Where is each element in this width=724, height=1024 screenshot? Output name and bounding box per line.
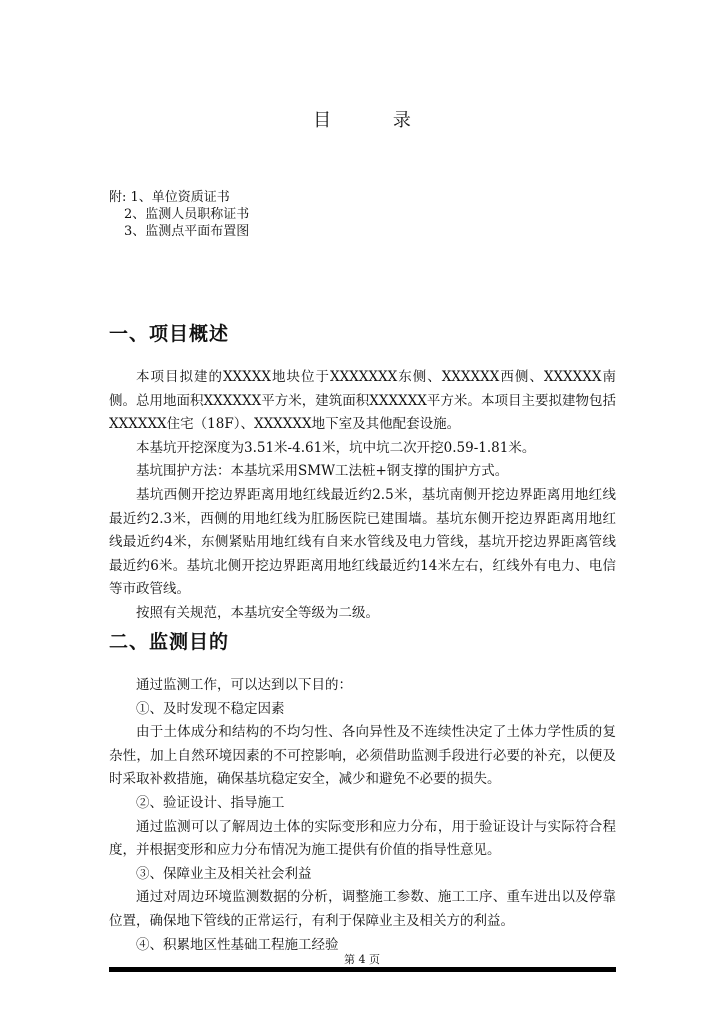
paragraph: 基坑西侧开挖边界距离用地红线最近约2.5米，基坑南侧开挖边界距离用地红线最近约2.3米，西侧的用地红线为肛肠医院已建围墙。基坑东侧开挖边界距离用地红线最近约4米，东侧紧贴用地红线有自来水管线及电力管线，基坑开挖边界距离管线最近约6米。基坑北侧开挖边界距离用地红线最近约14米左右，红线外有电力、电信等市政管线。 — [109, 486, 616, 598]
paragraph: 按照有关规范，本基坑安全等级为二级。 — [136, 604, 379, 621]
footer-rule — [109, 967, 616, 972]
paragraph: 由于土体成分和结构的不均匀性、各向异性及不连续性决定了土体力学性质的复杂性，加上自然环境因素的不可控影响，必须借助监测手段进行必要的补充，以便及时采取补救措施，确保基坑稳定安全，减少和避免不必要的损失。 — [109, 724, 616, 788]
paragraph: ②、验证设计、指导施工 — [136, 794, 285, 811]
paragraph: 本基坑开挖深度为3.51米-4.61米，坑中坑二次开挖0.59-1.81米。 — [136, 439, 536, 456]
page-number: 第 4 页 — [344, 953, 380, 966]
paragraph: ④、积累地区性基础工程施工经验 — [136, 936, 339, 953]
section-heading-overview: 一、项目概述 — [109, 323, 230, 345]
paragraph: 通过监测工作，可以达到以下目的： — [136, 677, 352, 693]
appendix-list — [109, 189, 249, 240]
section-overview-body — [109, 366, 616, 626]
appendix-item: 3、监测点平面布置图 — [124, 224, 250, 239]
paragraph: ①、及时发现不稳定因素 — [136, 700, 285, 717]
paragraph: 本项目拟建的XXXXX地块位于XXXXXXX东侧、XXXXXX西侧、XXXXXX南侧。总用地面积XXXXXX平方米，建筑面积XXXXXX平方米。本项目主要拟建物包括XXXXXX住宅（18F）、XXXXXX地下室及其他配套设施。 — [109, 369, 616, 433]
appendix-item: 附: 1、单位资质证书 — [109, 190, 230, 205]
paragraph: 通过监测可以了解周边土体的实际变形和应力分布，用于验证设计与实际符合程度，并根据变形和应力分布情况为施工提供有价值的指导性意见。 — [109, 818, 616, 859]
paragraph: 基坑围护方法：本基坑采用SMW工法桩+钢支撑的围护方式。 — [136, 463, 509, 480]
section-heading-purpose: 二、监测目的 — [109, 631, 230, 653]
paragraph: ③、保障业主及相关社会利益 — [136, 865, 312, 882]
appendix-item: 2、监测人员职称证书 — [124, 207, 250, 222]
paragraph: 通过对周边环境监测数据的分析，调整施工参数、施工工序、重车进出以及停靠位置，确保地下管线的正常运行，有利于保障业主及相关方的利益。 — [109, 889, 616, 929]
section-purpose-body — [109, 674, 616, 957]
toc-title: 目 录 — [313, 110, 439, 131]
